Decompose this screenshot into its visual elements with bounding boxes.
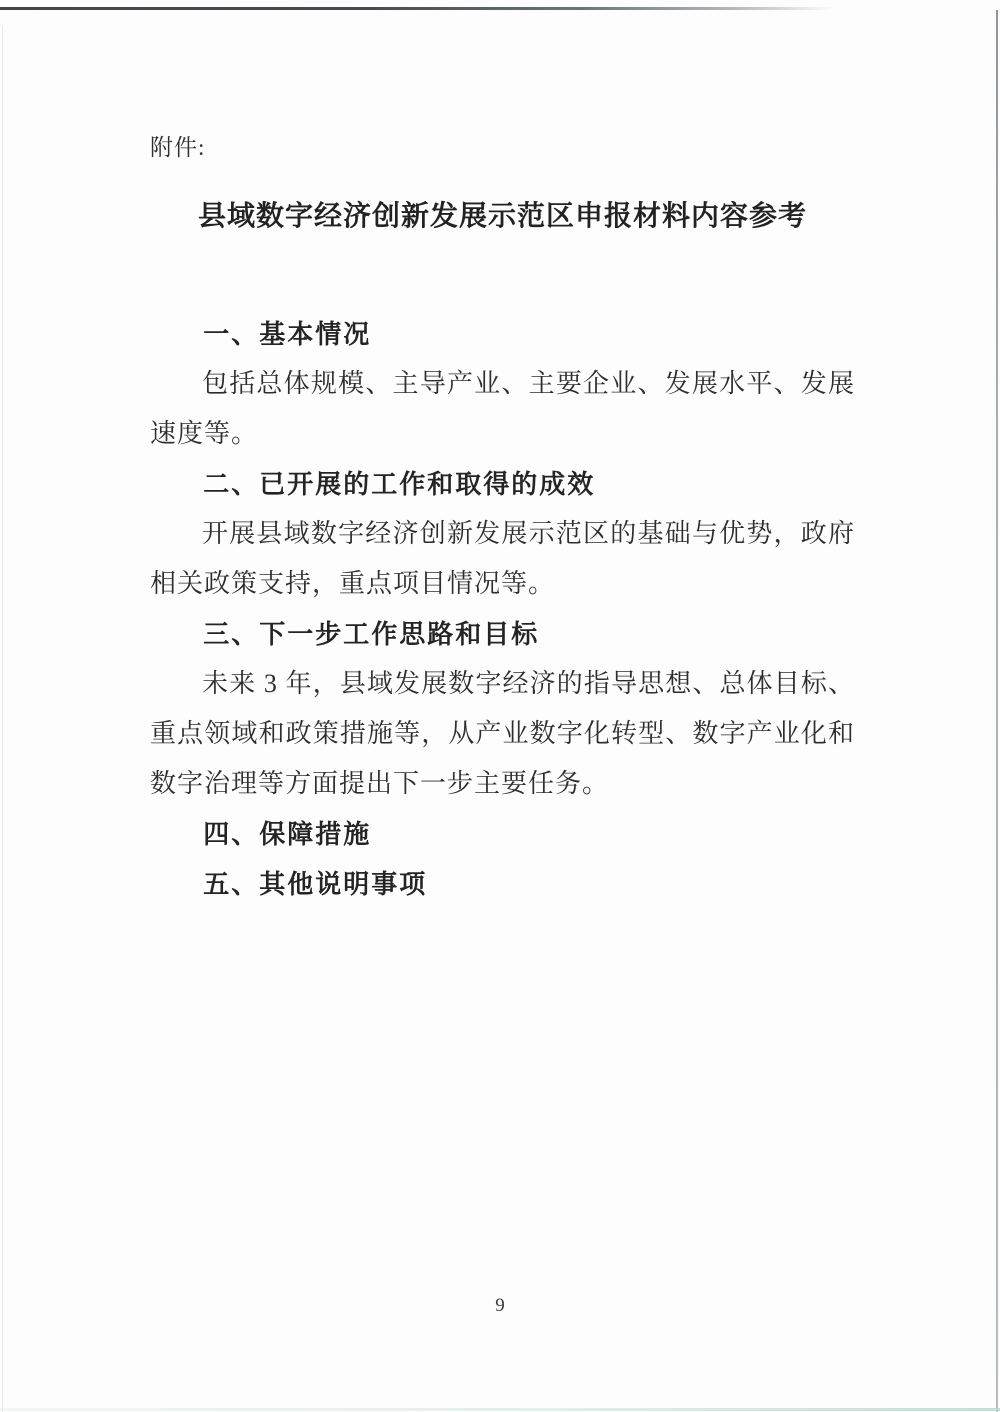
section-heading: 一、基本情况 <box>203 319 372 349</box>
section-basic-situation <box>150 309 855 459</box>
scan-artifact-bottom-edge <box>0 1408 1000 1411</box>
section-work-done <box>150 459 855 609</box>
section-paragraph: 开展县域数字经济创新发展示范区的基础与优势，政府相关政策支持，重点项目情况等。 <box>150 519 855 598</box>
section-heading: 三、下一步工作思路和目标 <box>203 619 540 649</box>
section-heading: 二、已开展的工作和取得的成效 <box>203 469 596 499</box>
document-content <box>150 131 855 909</box>
scan-artifact-top-edge <box>0 7 835 10</box>
attachment-label: 附件: <box>150 135 206 160</box>
section-heading: 四、保障措施 <box>203 819 372 849</box>
section-heading: 五、其他说明事项 <box>203 869 428 899</box>
document-title: 县域数字经济创新发展示范区申报材料内容参考 <box>197 200 807 231</box>
scan-artifact-right-edge <box>996 10 998 1412</box>
section-other-notes <box>150 859 855 909</box>
section-paragraph: 包括总体规模、主导产业、主要企业、发展水平、发展速度等。 <box>150 369 855 448</box>
section-paragraph: 未来 3 年，县域发展数字经济的指导思想、总体目标、重点领域和政策措施等，从产业数字化转型、数字产业化和数字治理等方面提出下一步主要任务。 <box>150 669 855 798</box>
section-next-steps <box>150 609 855 809</box>
section-safeguards <box>150 809 855 859</box>
scan-artifact-left-edge <box>2 26 3 1412</box>
section-list <box>150 309 855 909</box>
page-number: 9 <box>495 1295 505 1316</box>
